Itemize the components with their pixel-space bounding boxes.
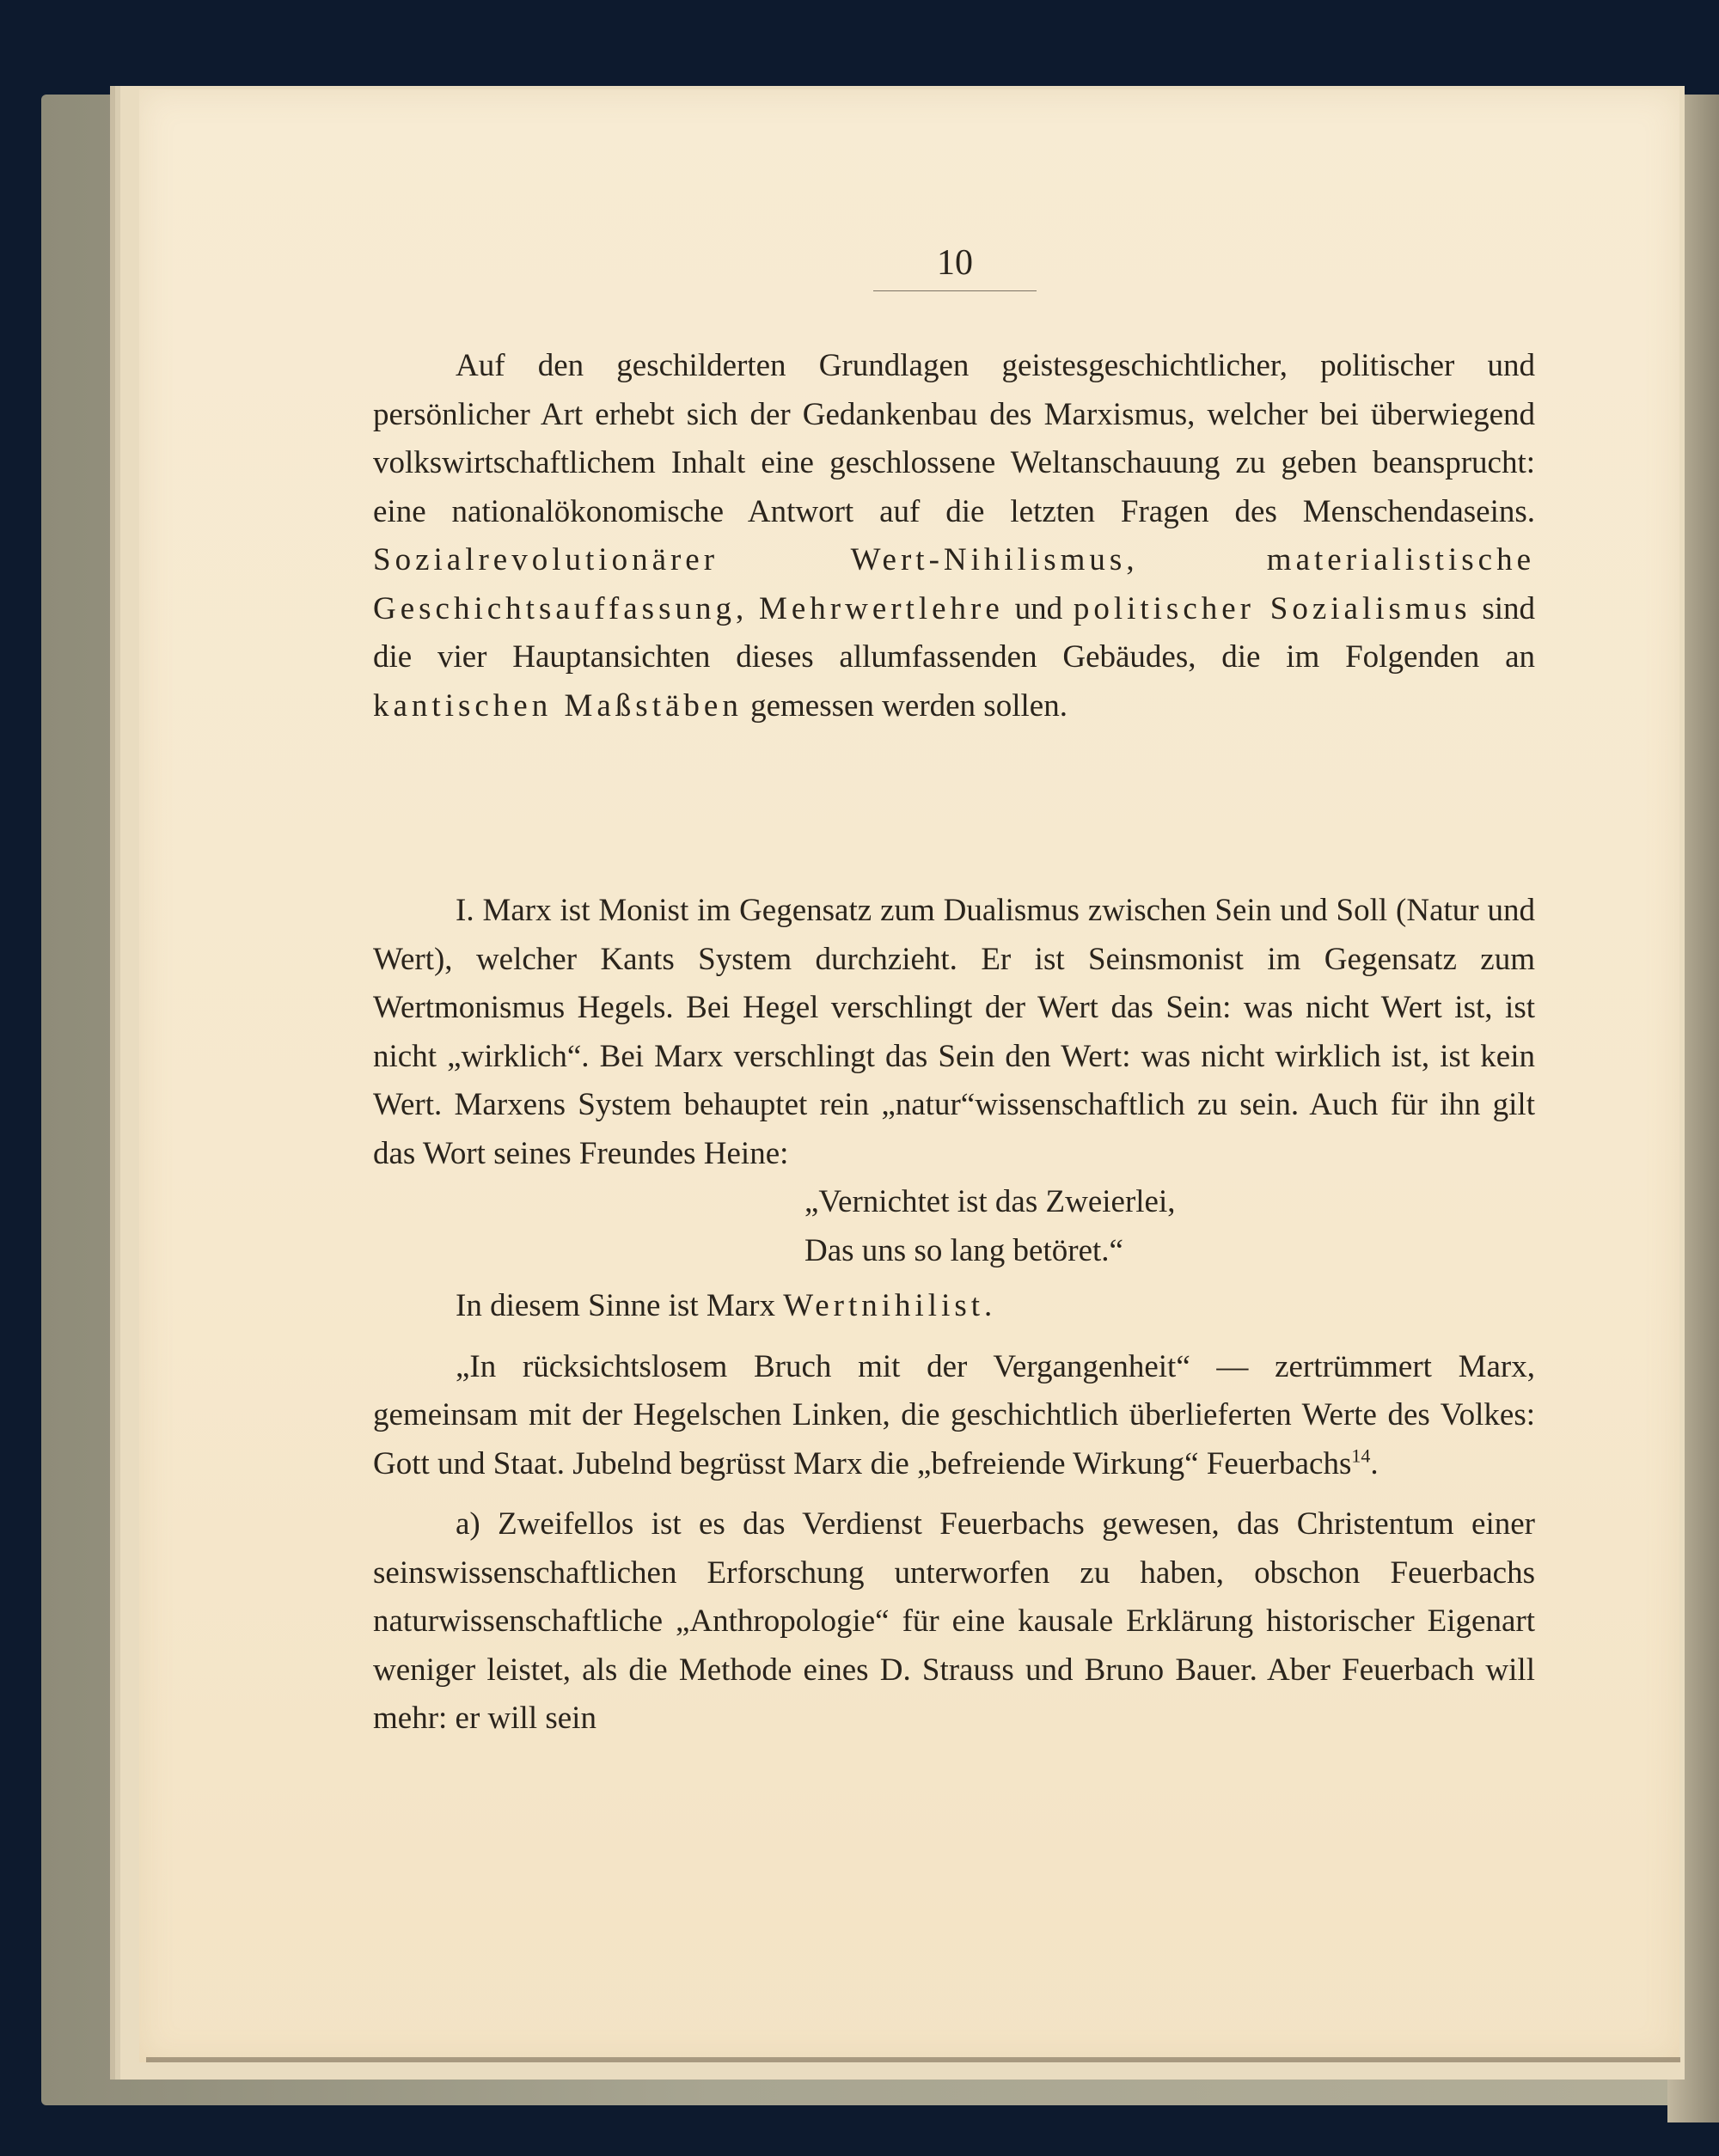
spaced-term: politischer Sozialismus (1073, 590, 1471, 626)
paragraph-feuerbach: a) Zweifellos ist es das Verdienst Feuerbachs gewesen, das Christentum einer seinswissenschaftlichen Erforschung unterworfen zu haben, obschon Feuerbachs naturwissenschaftliche „Anthropologie“ für eine kausale Erklärung historischer Eigenart weniger leistet, als die Methode eines D. Strauss und Bruno Bauer. Aber Feuerbach will mehr: er will sein (373, 1506, 1535, 1736)
paragraph-text: In diesem Sinne ist Marx (456, 1288, 776, 1323)
spaced-term: Mehrwertlehre (758, 590, 1004, 626)
paragraph-text: „In rücksichtslosem Bruch mit der Vergangenheit“ — zertrümmert Marx, gemeinsam mit der Hegelschen Linken, die geschichtlich überlieferten Werte des Volkes: Gott und Staat. Jubelnd begrüsst Marx die „befreiende Wirkung“ Feuerbachs (373, 1348, 1535, 1481)
paragraph-marx-monist: I. Marx ist Monist im Gegensatz zum Dualismus zwischen Sein und Soll (Natur und Wert), welcher Kants System durchzieht. Er ist Seinsmonist im Gegensatz zum Wertmonismus Hegels. Bei Hegel verschlingt der Wert das Sein: was nicht Wert ist, ist nicht „wirklich“. Bei Marx verschlingt das Sein den Wert: was nicht wirklich ist, ist kein Wert. Marxens System behauptet rein „natur“wissenschaftlich zu sein. Auch für ihn gilt das Wort seines Freundes Heine: (373, 893, 1535, 1171)
intro-text: Auf den geschilderten Grundlagen geistesgeschichtlicher, politischer und persönlicher Art erhebt sich der Gedankenbau des Marxismus, welcher bei überwiegend volkswirtschaftlichem Inhalt eine geschlossene Weltanschauung zu geben beansprucht: eine nationalökonomische Antwort auf die letzten Fragen des Menschendaseins. (373, 348, 1535, 529)
section-one (373, 887, 1535, 1744)
intro-text: sind die vier Hauptansichten dieses allumfassenden Gebäudes, die im Folgenden an (373, 590, 1536, 675)
page-number: 10 (873, 242, 1037, 291)
verse-line-2: Das uns so lang betöret.“ (804, 1232, 1123, 1268)
intro-text: und (1014, 590, 1063, 626)
spaced-term: materialistische Geschichtsauffassung, (373, 542, 1535, 626)
intro-text: gemessen werden sollen. (750, 687, 1067, 724)
footnote-marker: 14 (1351, 1444, 1371, 1467)
page-bottom-edge (146, 2057, 1680, 2062)
spaced-term: Wertnihilist. (783, 1288, 997, 1323)
spaced-term: Sozialrevolutionärer Wert-Nihilismus, (373, 542, 1139, 577)
paragraph-bruch (373, 1343, 1535, 1489)
intro-paragraph (373, 342, 1535, 730)
paragraph-wertnihilist (373, 1282, 1535, 1331)
verse-line-1: „Vernichtet ist das Zweierlei, (804, 1184, 1176, 1219)
spaced-term: kantischen Maßstäben (373, 687, 743, 724)
paragraph-text: . (1370, 1445, 1379, 1481)
